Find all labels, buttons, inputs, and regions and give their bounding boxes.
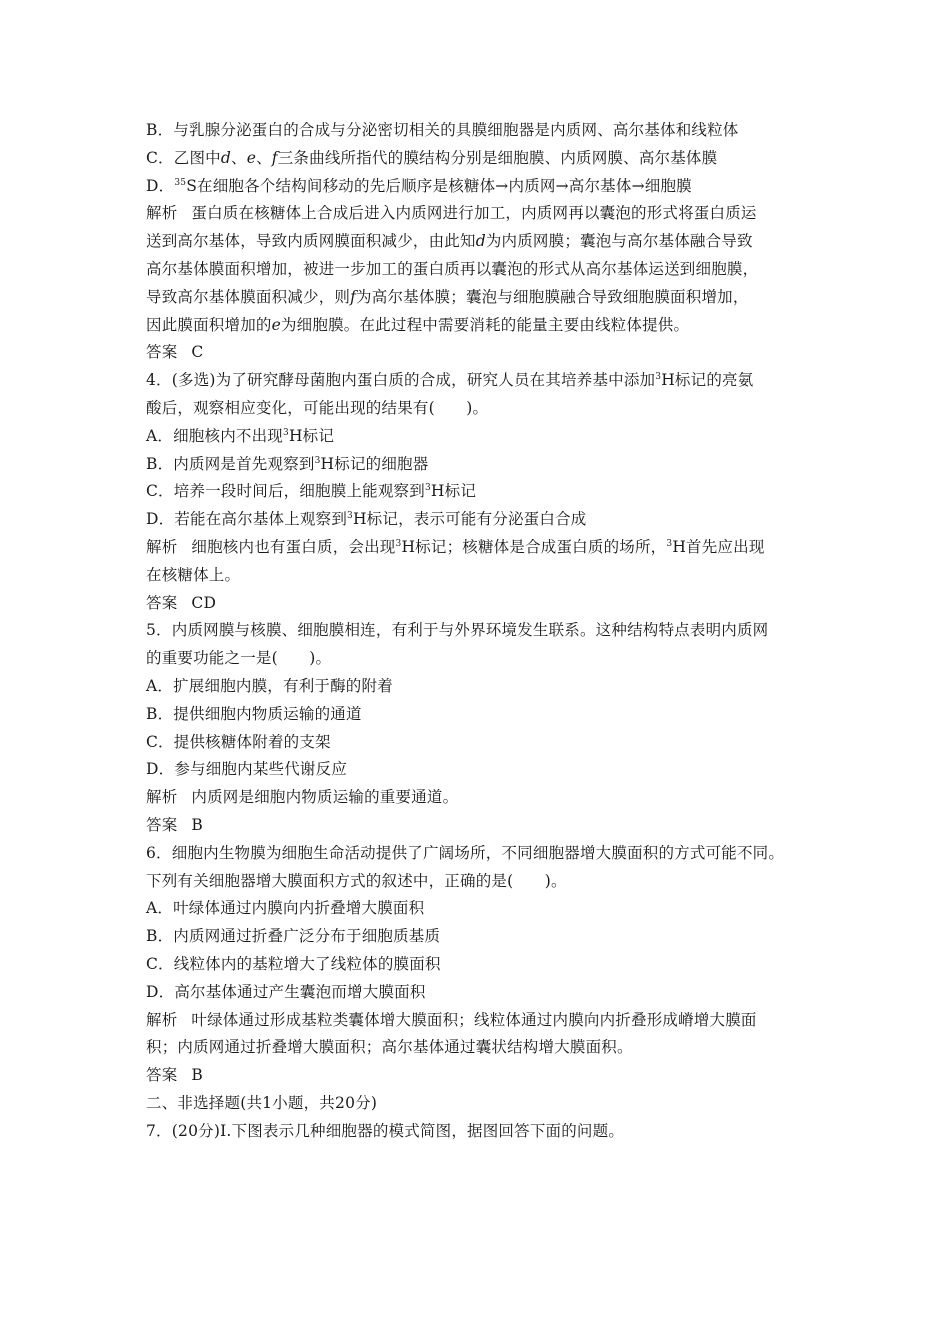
q5-option-c: C．提供核糖体附着的支架 (146, 732, 331, 751)
document-page (146, 117, 826, 1145)
q3-option-c: C．乙图中d、e、f三条曲线所指代的膜结构分别是细胞膜、内质网膜、高尔基体膜 (146, 148, 718, 167)
q6-option-a: A．叶绿体通过内膜向内折叠增大膜面积 (146, 899, 425, 918)
q6-option-b: B．内质网通过折叠广泛分布于细胞质基质 (146, 927, 441, 946)
q5-option-a: A．扩展细胞内膜，有利于酶的附着 (146, 676, 393, 695)
q3-analysis-line: 解析 蛋白质在核糖体上合成后进入内质网进行加工，内质网再以囊泡的形式将蛋白质运 (146, 200, 826, 228)
q5-answer: 答案 B (146, 812, 826, 840)
q3-analysis-line: 高尔基体膜面积增加，被进一步加工的蛋白质再以囊泡的形式从高尔基体运送到细胞膜， (146, 259, 759, 278)
q3-option-d: D．$^{35}$S在细胞各个结构间移动的先后顺序是核糖体→内质网→高尔基体→细胞膜 (146, 176, 692, 195)
q5-stem: 的重要功能之一是( )。 (146, 649, 332, 668)
q7-stem: 7．(20分)Ⅰ.下图表示几种细胞器的模式简图，据图回答下面的问题。 (146, 1121, 625, 1140)
answer-label: 答案 (146, 1066, 178, 1085)
q4-option-c: C．培养一段时间后，细胞膜上能观察到$^3$H标记 (146, 482, 477, 501)
q3-answer: 答案 C (146, 339, 826, 367)
q3-analysis-line: 送到高尔基体，导致内质网膜面积减少，由此知d为内质网膜；囊泡与高尔基体融合导致 (146, 232, 753, 251)
q6-option-d: D．高尔基体通过产生囊泡而增大膜面积 (146, 982, 426, 1001)
q4-option-d: D．若能在高尔基体上观察到$^3$H标记，表示可能有分泌蛋白合成 (146, 510, 587, 529)
analysis-label: 解析 (146, 1010, 178, 1029)
q6-analysis-line: 解析 叶绿体通过形成基粒类囊体增大膜面积；线粒体通过内膜向内折叠形成嵴增大膜面 (146, 1007, 826, 1035)
q5-analysis-line: 解析 内质网是细胞内物质运输的重要通道。 (146, 784, 826, 812)
analysis-label: 解析 (146, 204, 178, 223)
q6-answer: 答案 B (146, 1062, 826, 1090)
q6-stem: 6．细胞内生物膜为细胞生命活动提供了广阔场所，不同细胞器增大膜面积的方式可能不同。 (146, 843, 785, 862)
answer-label: 答案 (146, 343, 178, 362)
answer-label: 答案 (146, 815, 178, 834)
section-heading: 二、非选择题(共1小题，共20分) (146, 1093, 378, 1112)
q4-analysis-line: 解析 细胞核内也有蛋白质，会出现$^3$H标记；核糖体是合成蛋白质的场所，$^3$H首先应出现 (146, 534, 826, 562)
analysis-label: 解析 (146, 537, 178, 556)
analysis-label: 解析 (146, 788, 178, 807)
q6-stem: 下列有关细胞器增大膜面积方式的叙述中，正确的是( )。 (146, 871, 567, 890)
q3-option-b: B．与乳腺分泌蛋白的合成与分泌密切相关的具膜细胞器是内质网、高尔基体和线粒体 (146, 121, 739, 139)
q4-option-b: B．内质网是首先观察到$^3$H标记的细胞器 (146, 454, 429, 473)
q5-stem: 5．内质网膜与核膜、细胞膜相连，有利于与外界环境发生联系。这种结构特点表明内质网 (146, 621, 769, 640)
q4-stem: 酸后，观察相应变化，可能出现的结果有( )。 (146, 398, 489, 417)
q5-option-b: B．提供细胞内物质运输的通道 (146, 704, 362, 723)
q3-analysis-line: 因此膜面积增加的e为细胞膜。在此过程中需要消耗的能量主要由线粒体提供。 (146, 315, 690, 334)
q6-option-c: C．线粒体内的基粒增大了线粒体的膜面积 (146, 954, 441, 973)
q5-option-d: D．参与细胞内某些代谢反应 (146, 760, 348, 779)
q4-analysis-line: 在核糖体上。 (146, 565, 241, 584)
q6-analysis-line: 积；内质网通过折叠增大膜面积；高尔基体通过囊状结构增大膜面积。 (146, 1038, 633, 1057)
q4-option-a: A．细胞核内不出现$^3$H标记 (146, 426, 335, 445)
q4-stem: 4．(多选)为了研究酵母菌胞内蛋白质的合成，研究人员在其培养基中添加$^3$H标记的亮氨 (146, 371, 754, 390)
answer-label: 答案 (146, 593, 178, 612)
q4-answer: 答案 CD (146, 590, 826, 618)
q3-analysis-line: 导致高尔基体膜面积减少，则f为高尔基体膜；囊泡与细胞膜融合导致细胞膜面积增加， (146, 287, 749, 306)
